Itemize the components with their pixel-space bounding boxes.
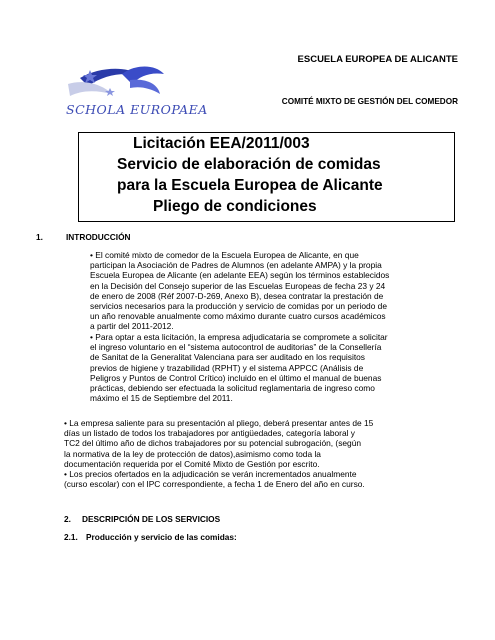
text-line: servicios necesarios para la producción y servicio de comidas por un periodo de — [90, 301, 388, 312]
text-line: • El comité mixto de comedor de la Escuela Europea de Alicante, en que — [90, 250, 359, 260]
title-line-3: para la Escuela Europea de Alicante — [117, 177, 383, 194]
text-line: prácticas, debiendo ser efectuada la solicitud reglamentaria de ingreso como — [90, 383, 375, 394]
document-title-box — [78, 132, 455, 222]
text-line: previos de higiene y trazabilidad (RPHT) y el sistema APPCC (Análisis de — [90, 362, 364, 373]
text-line: • La empresa saliente para su presentación al pliego, deberá presentar antes de 15 — [64, 418, 374, 428]
intro-paragraph-3 — [64, 418, 458, 489]
text-line: Escuela Europea de Alicante (en adelante EEA) según los términos establecidos — [90, 270, 390, 281]
text-line: (curso escolar) con el IPC correspondiente, a fecha 1 de Enero del año en curso. — [64, 479, 365, 490]
text-line: documentación requerida por el Comité Mixto de Gestión por escrito. — [64, 458, 320, 469]
logo-text: SCHOLA EUROPAEA — [66, 102, 208, 117]
section-2-heading: DESCRIPCIÓN DE LOS SERVICIOS — [82, 514, 221, 524]
subsection-2-1-number: 2.1. — [64, 532, 78, 542]
title-line-1: Licitación EEA/2011/003 — [133, 135, 310, 152]
title-line-2: Servicio de elaboración de comidas — [117, 156, 381, 173]
title-line-4: Pliego de condiciones — [153, 198, 317, 215]
text-line: a partir del 2011-2012. — [90, 321, 174, 332]
intro-paragraph-2 — [90, 332, 458, 403]
text-line: máximo el 15 de Septiembre del 2011. — [90, 393, 233, 404]
text-line: de Sanitat de la Generalitat Valenciana para ser auditado en los requisitos — [90, 352, 365, 363]
section-1-number: 1. — [36, 232, 43, 242]
committee-header: COMITÉ MIXTO DE GESTIÓN DEL COMEDOR — [281, 97, 458, 106]
text-line: el ingreso voluntario en el “sistema autocontrol de auditorias” de la Consellería — [90, 342, 382, 353]
schola-europaea-logo — [60, 64, 208, 125]
text-line: un año renovable anualmente como máximo durante cuatro cursos académicos — [90, 311, 386, 322]
text-line: la normativa de la ley de protección de datos),asimismo como toda la — [64, 448, 321, 459]
text-line: • Para optar a esta licitación, la empresa adjudicataria se compromete a solicitar — [90, 332, 388, 342]
text-line: • Los precios ofertados en la adjudicación se verán incrementados anualmente — [64, 469, 357, 480]
text-line: TC2 del último año de dichos trabajadores por su potencial subrogación, (según — [64, 438, 362, 449]
intro-paragraph-1 — [90, 250, 458, 332]
text-line: participan la Asociación de Padres de Alumnos (en adelante AMPA) y la propia — [90, 260, 382, 271]
text-line: días un listado de todos los trabajadores por antigüedades, categoría laboral y — [64, 428, 355, 439]
text-line: en la Decisión del Consejo superior de las Escuelas Europeas de fecha 23 y 24 — [90, 280, 386, 291]
school-name-header: ESCUELA EUROPEA DE ALICANTE — [297, 54, 458, 65]
text-line: de enero de 2008 (Réf 2007-D-269, Anexo B), desea contratar la prestación de — [90, 290, 384, 301]
text-line: Peligros y Puntos de Control Crítico) incluido en el último el manual de buenas — [90, 372, 382, 383]
section-1-heading: INTRODUCCIÓN — [66, 232, 131, 242]
subsection-2-1-heading: Producción y servicio de las comidas: — [86, 532, 237, 542]
section-2-number: 2. — [64, 514, 71, 524]
